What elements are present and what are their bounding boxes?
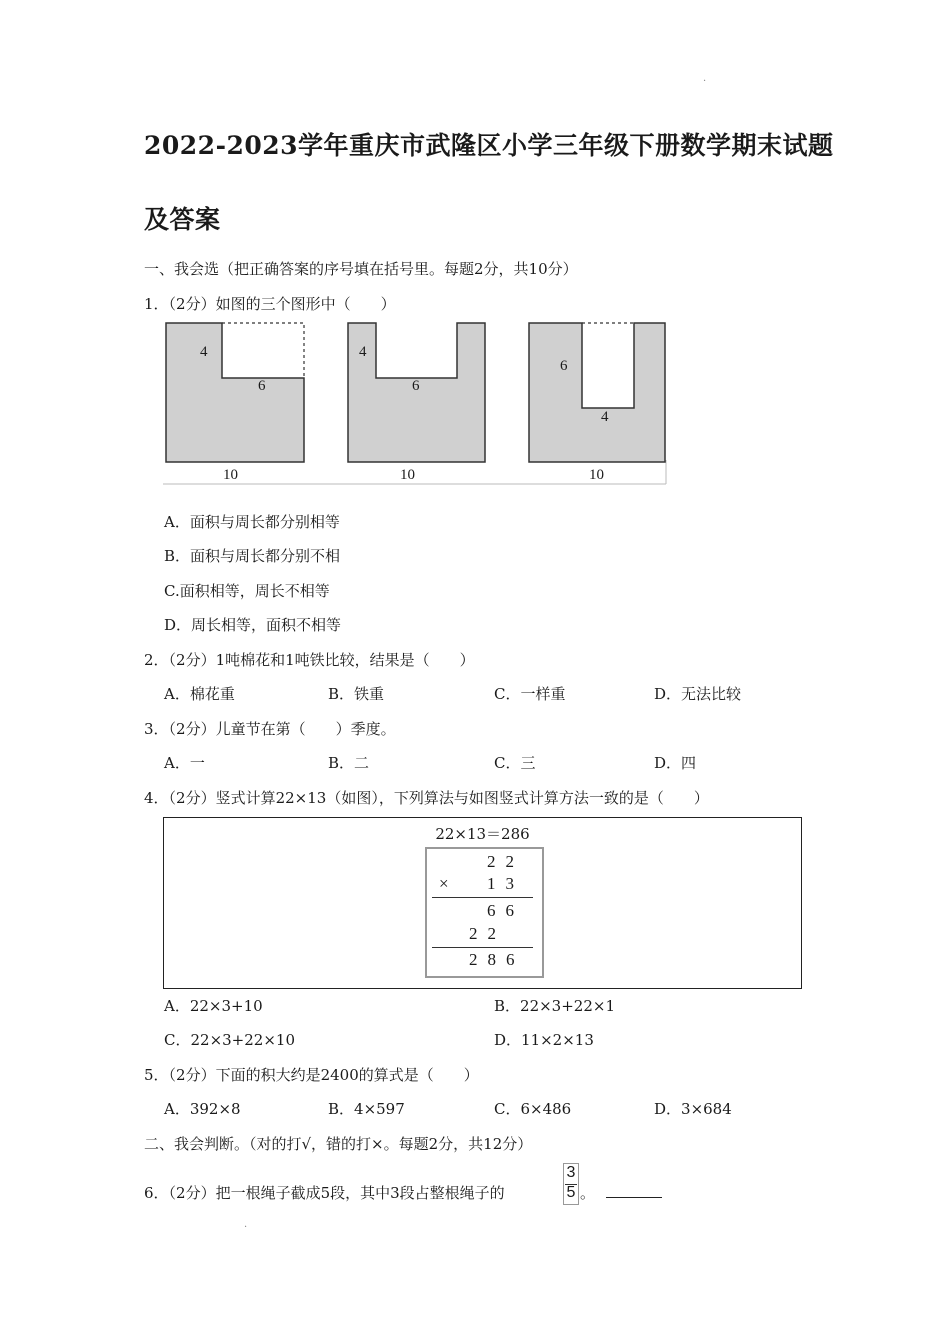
equation-caption: 22×13＝286 xyxy=(435,825,530,843)
shape-1 xyxy=(166,323,304,462)
shape1-bottom-label: 10 xyxy=(223,467,238,483)
page-title-line2: 及答案 xyxy=(144,205,221,234)
shape3-inner-label: 4 xyxy=(601,409,609,425)
option: A．面积与周长都分别相等 xyxy=(164,513,340,531)
question-stem: 1．（2分）如图的三个图形中（ ） xyxy=(144,295,396,313)
option: D．3×684 xyxy=(654,1100,732,1118)
option: D．四 xyxy=(654,754,697,772)
option: C．6×486 xyxy=(494,1100,572,1118)
sentence-end: 。 xyxy=(580,1184,596,1202)
shape2-inner-label: 6 xyxy=(412,378,420,394)
shape2-bottom-label: 10 xyxy=(400,467,415,483)
vertical-row-multiplier: 13 xyxy=(487,874,524,893)
question-stem: 2．（2分）1吨棉花和1吨铁比较，结果是（ ） xyxy=(144,651,475,669)
shape1-side-label: 4 xyxy=(200,344,208,360)
vertical-row-multiplicand: 22 xyxy=(487,852,524,871)
option: A．392×8 xyxy=(164,1100,241,1118)
times-sign: × xyxy=(439,874,449,893)
option: C．三 xyxy=(494,754,536,772)
option: B．22×3+22×1 xyxy=(494,997,615,1015)
option: B．面积与周长都分别不相 xyxy=(164,547,341,565)
vertical-divider xyxy=(432,947,533,948)
page-title: 2022-2023学年重庆市武隆区小学三年级下册数学期末试题 xyxy=(144,131,834,160)
question-stem: 6．（2分）把一根绳子截成5段，其中3段占整根绳子的 xyxy=(144,1184,505,1202)
shape1-inner-label: 6 xyxy=(258,378,266,394)
question-stem: 4．（2分）竖式计算22×13（如图），下列算法与如图竖式计算方法一致的是（ ） xyxy=(144,789,709,807)
fraction-numerator: 3 xyxy=(566,1164,576,1181)
option: D．周长相等，面积不相等 xyxy=(164,616,342,634)
option: D．11×2×13 xyxy=(494,1031,594,1049)
option: A．棉花重 xyxy=(164,685,235,703)
question-stem: 5．（2分）下面的积大约是2400的算式是（ ） xyxy=(144,1066,479,1084)
decorative-dot: · xyxy=(703,76,707,87)
shape3-bottom-label: 10 xyxy=(589,467,604,483)
option: C．一样重 xyxy=(494,685,566,703)
vertical-divider xyxy=(432,897,533,898)
shape2-side-label: 4 xyxy=(359,344,367,360)
answer-blank[interactable] xyxy=(606,1197,662,1198)
q1-figure xyxy=(163,320,668,485)
vertical-row-partial-2: 22 xyxy=(469,924,506,943)
option: A．22×3+10 xyxy=(164,997,263,1015)
three-shapes-diagram xyxy=(163,320,668,485)
decorative-dot: · xyxy=(244,1222,248,1233)
section-heading: 一、我会选（把正确答案的序号填在括号里。每题2分，共10分） xyxy=(144,260,578,278)
option: B．4×597 xyxy=(328,1100,405,1118)
section-heading: 二、我会判断。（对的打√，错的打×。每题2分，共12分） xyxy=(144,1135,533,1153)
fraction-denominator: 5 xyxy=(566,1184,576,1201)
option: C.面积相等，周长不相等 xyxy=(164,582,330,600)
q4-figure-box xyxy=(163,817,802,989)
vertical-row-partial-1: 66 xyxy=(487,901,524,920)
vertical-row-result: 286 xyxy=(469,950,525,969)
question-stem: 3．（2分）儿童节在第（ ）季度。 xyxy=(144,720,396,738)
option: C．22×3+22×10 xyxy=(164,1031,295,1049)
option: B．铁重 xyxy=(328,685,385,703)
fraction xyxy=(563,1163,579,1205)
option: D．无法比较 xyxy=(654,685,742,703)
option: A．一 xyxy=(164,754,205,772)
shape-3 xyxy=(529,323,665,462)
option: B．二 xyxy=(328,754,370,772)
vertical-multiplication xyxy=(425,847,544,978)
shape3-side-label: 6 xyxy=(560,358,568,374)
